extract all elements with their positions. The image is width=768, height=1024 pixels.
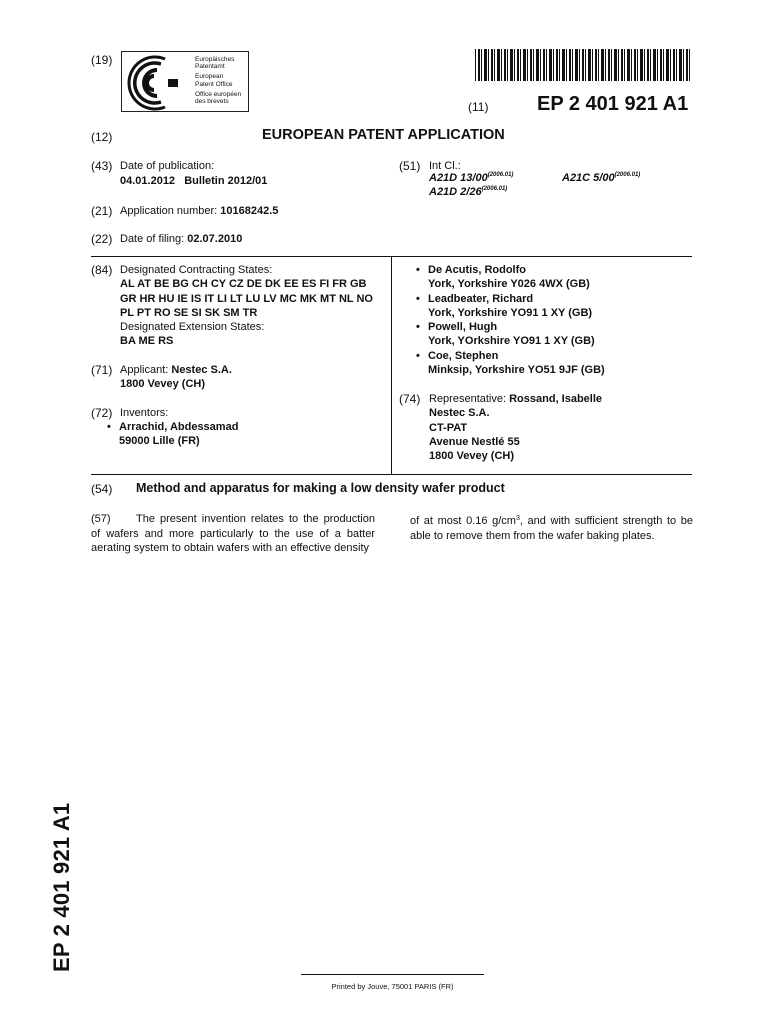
inventor-left-1	[107, 420, 238, 449]
applicant-label: Applicant:	[120, 364, 169, 376]
office-names	[195, 56, 249, 105]
office-name-fr-2: des brevets	[195, 98, 229, 106]
inid-84: (84)	[91, 263, 113, 277]
application-number-label: Application number:	[120, 205, 218, 217]
abstract-left-text: The present invention relates to the production of wafers and more particularly to the use of a batter aerating system to obtain wafers with an effective density	[91, 513, 375, 555]
inid-12: (12)	[91, 130, 113, 144]
int-cl-2	[562, 172, 640, 184]
contracting-states-line-1: AL AT BE BG CH CY CZ DE DK EE ES FI FR GB	[120, 278, 367, 291]
column-divider	[391, 257, 392, 474]
representative-label: Representative:	[429, 393, 507, 405]
inid-71: (71)	[91, 363, 113, 377]
abstract-right	[410, 512, 693, 543]
int-cl-3	[429, 186, 507, 198]
bullet-icon: •	[416, 321, 420, 333]
bullet-icon: •	[416, 264, 420, 276]
int-cl-1-code: A21D 13/00	[429, 172, 488, 184]
abstract-superscript: 3	[515, 515, 520, 522]
inventor-address: York, Yorkshire Y026 4WX (GB)	[428, 278, 590, 291]
office-name-de-2: Patentamt	[195, 63, 225, 71]
representative-line-3: Avenue Nestlé 55	[429, 435, 520, 448]
contracting-states-label: Designated Contracting States:	[120, 264, 273, 276]
inid-43: (43)	[91, 159, 113, 173]
filing-date	[120, 233, 242, 245]
inid-74: (74)	[399, 392, 421, 406]
inid-51: (51)	[399, 159, 421, 173]
application-number	[120, 205, 278, 217]
office-name-en-1: European	[195, 73, 224, 81]
publication-date-value: 04.01.2012 Bulletin 2012/01	[120, 175, 268, 187]
bullet-icon: •	[416, 293, 420, 305]
contracting-states-line-2: GR HR HU IE IS IT LI LT LU LV MC MK MT NL NO	[120, 292, 373, 305]
inventor-right-3	[416, 320, 595, 349]
office-name-de-1: Europäisches	[195, 56, 235, 63]
inventors-label: Inventors:	[120, 407, 169, 419]
abstract-left	[91, 512, 375, 556]
inventor-name: Leadbeater, Richard	[428, 293, 534, 305]
inventor-address: York, YOrkshire YO91 1 XY (GB)	[428, 335, 595, 348]
barcode	[475, 49, 691, 81]
inid-72: (72)	[91, 406, 113, 420]
side-publication-number: EP 2 401 921 A1	[49, 802, 74, 972]
int-cl-1-version: (2006.01)	[487, 172, 514, 178]
application-number-value: 10168242.5	[220, 205, 279, 217]
bullet-icon: •	[107, 421, 111, 433]
inventor-right-2	[416, 292, 592, 321]
int-cl-2-version: (2006.01)	[614, 172, 641, 178]
designated-states	[120, 263, 385, 349]
contracting-states-line-3: PL PT RO SE SI SK SM TR	[120, 306, 258, 319]
document-type: EUROPEAN PATENT APPLICATION	[262, 127, 505, 143]
footer-rule	[301, 974, 484, 975]
epo-emblem-icon	[124, 53, 194, 112]
representative-line-2: CT-PAT	[429, 421, 468, 434]
invention-title: Method and apparatus for making a low density wafer product	[136, 481, 505, 495]
filing-date-label: Date of filing:	[120, 233, 185, 245]
applicant-name: Nestec S.A.	[171, 364, 232, 376]
inventor-address: Minksip, Yorkshire YO51 9JF (GB)	[428, 364, 605, 377]
inventor-name: Powell, Hugh	[428, 321, 498, 333]
bullet-icon: •	[416, 350, 420, 362]
int-cl-3-code: A21D 2/26	[429, 186, 482, 198]
filing-date-value: 02.07.2010	[187, 233, 243, 245]
inventor-name: Arrachid, Abdessamad	[119, 421, 239, 433]
inid-21: (21)	[91, 204, 113, 218]
inid-54: (54)	[91, 482, 113, 496]
inventor-address: 59000 Lille (FR)	[119, 435, 200, 448]
int-cl-label: Int Cl.:	[429, 160, 461, 172]
inventor-address: York, Yorkshire YO91 1 XY (GB)	[428, 307, 593, 320]
inventor-right-1	[416, 263, 590, 292]
inid-19: (19)	[91, 53, 113, 67]
representative-line-1: Nestec S.A.	[429, 407, 490, 420]
inid-57: (57)	[91, 513, 111, 525]
int-cl-2-code: A21C 5/00	[562, 172, 615, 184]
abstract-right-text-a: of at most 0.16 g/cm	[410, 515, 516, 527]
int-cl-3-version: (2006.01)	[481, 186, 508, 192]
representative	[429, 392, 602, 463]
publication-date-label: Date of publication:	[120, 160, 215, 172]
bottom-divider	[91, 474, 692, 475]
inventor-right-4	[416, 349, 605, 378]
extension-states-label: Designated Extension States:	[120, 321, 265, 334]
int-cl-1	[429, 172, 513, 184]
publication-number: EP 2 401 921 A1	[537, 93, 689, 115]
office-name-en-2: Patent Office	[195, 80, 233, 88]
inventor-name: Coe, Stephen	[428, 350, 499, 362]
office-name-fr-1: Office européen	[195, 90, 242, 98]
abstract-right-text-b: , and with sufficient strength to be able to remove them from the wafer baking plates.	[410, 515, 693, 542]
inventor-name: De Acutis, Rodolfo	[428, 264, 526, 276]
inid-22: (22)	[91, 232, 113, 246]
applicant	[120, 363, 232, 392]
printer-note: Printed by Jouve, 75001 PARIS (FR)	[331, 982, 454, 991]
extension-states-value: BA ME RS	[120, 335, 174, 348]
applicant-address: 1800 Vevey (CH)	[120, 378, 205, 391]
inid-11: (11)	[468, 100, 489, 114]
representative-line-4: 1800 Vevey (CH)	[429, 450, 514, 463]
representative-name: Rossand, Isabelle	[509, 393, 603, 405]
epo-logo	[121, 51, 249, 112]
